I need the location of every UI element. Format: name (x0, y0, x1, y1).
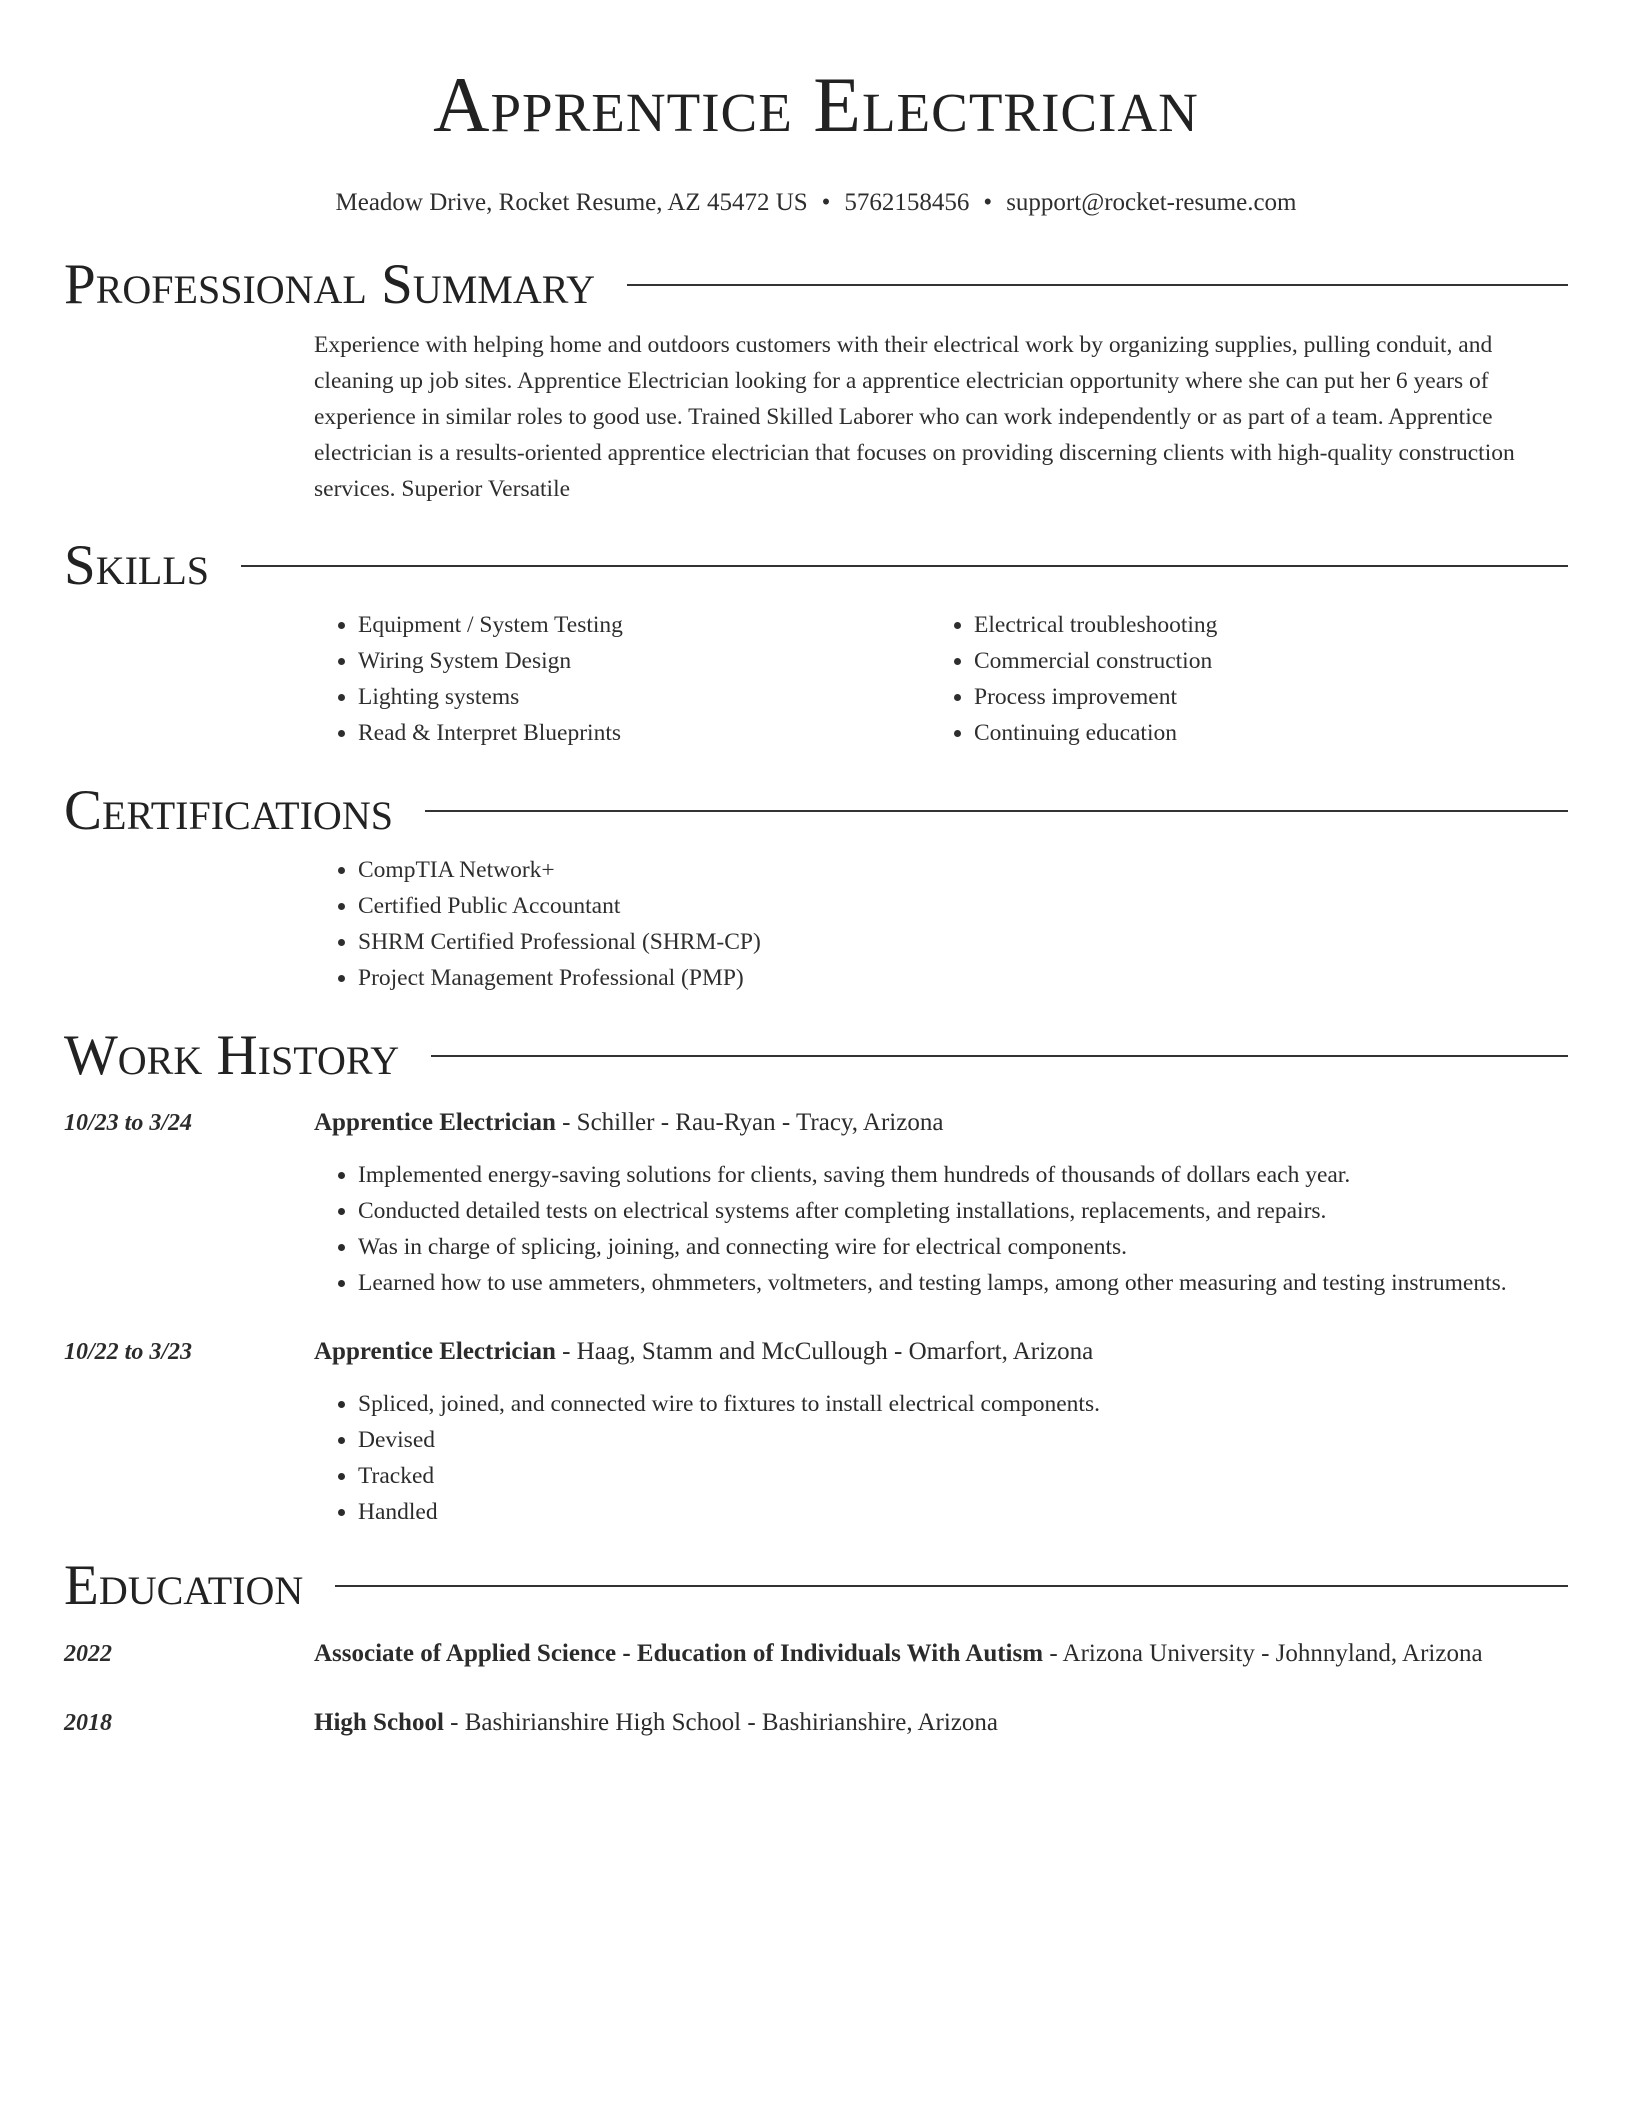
candidate-name: Apprentice Electrician (433, 61, 1199, 148)
job-bullet: • Handled (358, 1494, 1568, 1530)
section-divider (627, 284, 1568, 286)
skill-item: • Process improvement (974, 679, 1546, 715)
job-bullet: • Devised (358, 1422, 1568, 1458)
certification-item: • Project Management Professional (PMP) (358, 960, 1568, 996)
education-year: 2022 (64, 1641, 112, 1667)
certification-item: • CompTIA Network+ (358, 852, 1568, 888)
resume-page (64, 0, 1568, 1741)
job-heading (314, 1105, 1568, 1141)
job-bullet: • Was in charge of splicing, joining, and connecting wire for electrical components. (358, 1229, 1568, 1265)
summary-section-header (64, 251, 1568, 319)
summary-text: Experience with helping home and outdoors customers with their electrical work by organizing supplies, pulling conduit, and cleaning up job sites. Apprentice Electrician looking for a apprentice electrician opportunity where she can put her 6 years of experience in similar roles to good use. Trained Skilled Laborer who can work independently or as part of a team. Apprentice electrician is a results-oriented apprentice electrician that focuses on providing discerning clients with high-quality construction services. Superior Versatile (314, 332, 1515, 502)
education-entry (64, 1636, 1568, 1672)
contact-email: support@rocket-resume.com (1006, 189, 1297, 216)
skill-item: • Electrical troubleshooting (974, 607, 1546, 643)
certifications-list (314, 852, 1568, 996)
skills-column-right (930, 607, 1546, 751)
section-divider (241, 565, 1568, 567)
job-bullet: • Spliced, joined, and connected wire to fixtures to install electrical components. (358, 1386, 1568, 1422)
skill-item: • Read & Interpret Blueprints (358, 715, 930, 751)
job-bullet: • Implemented energy-saving solutions for clients, saving them hundreds of thousands of dollars each year. (358, 1157, 1568, 1193)
education-body (314, 1636, 1568, 1672)
job-title: Apprentice Electrician (314, 1338, 556, 1365)
skills-heading: Skills (64, 534, 210, 597)
contact-separator: • (821, 189, 831, 216)
skill-item: • Lighting systems (358, 679, 930, 715)
education-degree: High School (314, 1709, 444, 1736)
job-dates: 10/23 to 3/24 (64, 1110, 193, 1136)
section-divider (431, 1055, 1568, 1057)
education-entry (64, 1705, 1568, 1741)
work-section-header (64, 1022, 1568, 1090)
contact-separator: • (983, 189, 993, 216)
summary-body (314, 327, 1568, 507)
job-heading (314, 1334, 1568, 1370)
job-bullets (314, 1386, 1568, 1530)
job-body (314, 1105, 1568, 1301)
education-degree: Associate of Applied Science - Education of Individuals With Autism (314, 1640, 1044, 1667)
section-divider (335, 1585, 1568, 1587)
education-school: - Bashirianshire High School - Bashirianshire, Arizona (443, 1709, 998, 1736)
job-entry (64, 1334, 1568, 1530)
education-heading: Education (64, 1554, 304, 1617)
certifications-heading: Certifications (64, 779, 393, 842)
skill-item: • Wiring System Design (358, 643, 930, 679)
summary-heading: Professional Summary (64, 253, 596, 316)
work-heading: Work History (64, 1024, 400, 1087)
contact-line (64, 188, 1568, 218)
education-section-header (64, 1552, 1568, 1620)
job-body (314, 1334, 1568, 1530)
education-body (314, 1705, 1568, 1741)
section-divider (425, 810, 1568, 812)
certification-item: • Certified Public Accountant (358, 888, 1568, 924)
skill-item: • Equipment / System Testing (358, 607, 930, 643)
certifications-section-header (64, 777, 1568, 845)
education-year: 2018 (64, 1710, 112, 1736)
job-employer: - Schiller - Rau-Ryan - Tracy, Arizona (555, 1109, 944, 1136)
job-entry (64, 1105, 1568, 1301)
skills-section-header (64, 532, 1568, 600)
contact-address: Meadow Drive, Rocket Resume, AZ 45472 US (335, 189, 808, 216)
contact-phone: 5762158456 (844, 189, 970, 216)
skill-item: • Commercial construction (974, 643, 1546, 679)
job-bullet: • Tracked (358, 1458, 1568, 1494)
job-title: Apprentice Electrician (314, 1109, 556, 1136)
education-school: - Arizona University - Johnnyland, Arizona (1043, 1640, 1483, 1667)
job-bullet: • Learned how to use ammeters, ohmmeters, voltmeters, and testing lamps, among other measuring and testing instruments. (358, 1265, 1568, 1301)
job-bullet: • Conducted detailed tests on electrical systems after completing installations, replacements, and repairs. (358, 1193, 1568, 1229)
skills-column-left (314, 607, 930, 751)
skill-item: • Continuing education (974, 715, 1546, 751)
certification-item: • SHRM Certified Professional (SHRM-CP) (358, 924, 1568, 960)
job-bullets (314, 1157, 1568, 1301)
job-employer: - Haag, Stamm and McCullough - Omarfort, Arizona (555, 1338, 1094, 1365)
skills-list (314, 607, 1568, 751)
job-dates: 10/22 to 3/23 (64, 1339, 193, 1365)
